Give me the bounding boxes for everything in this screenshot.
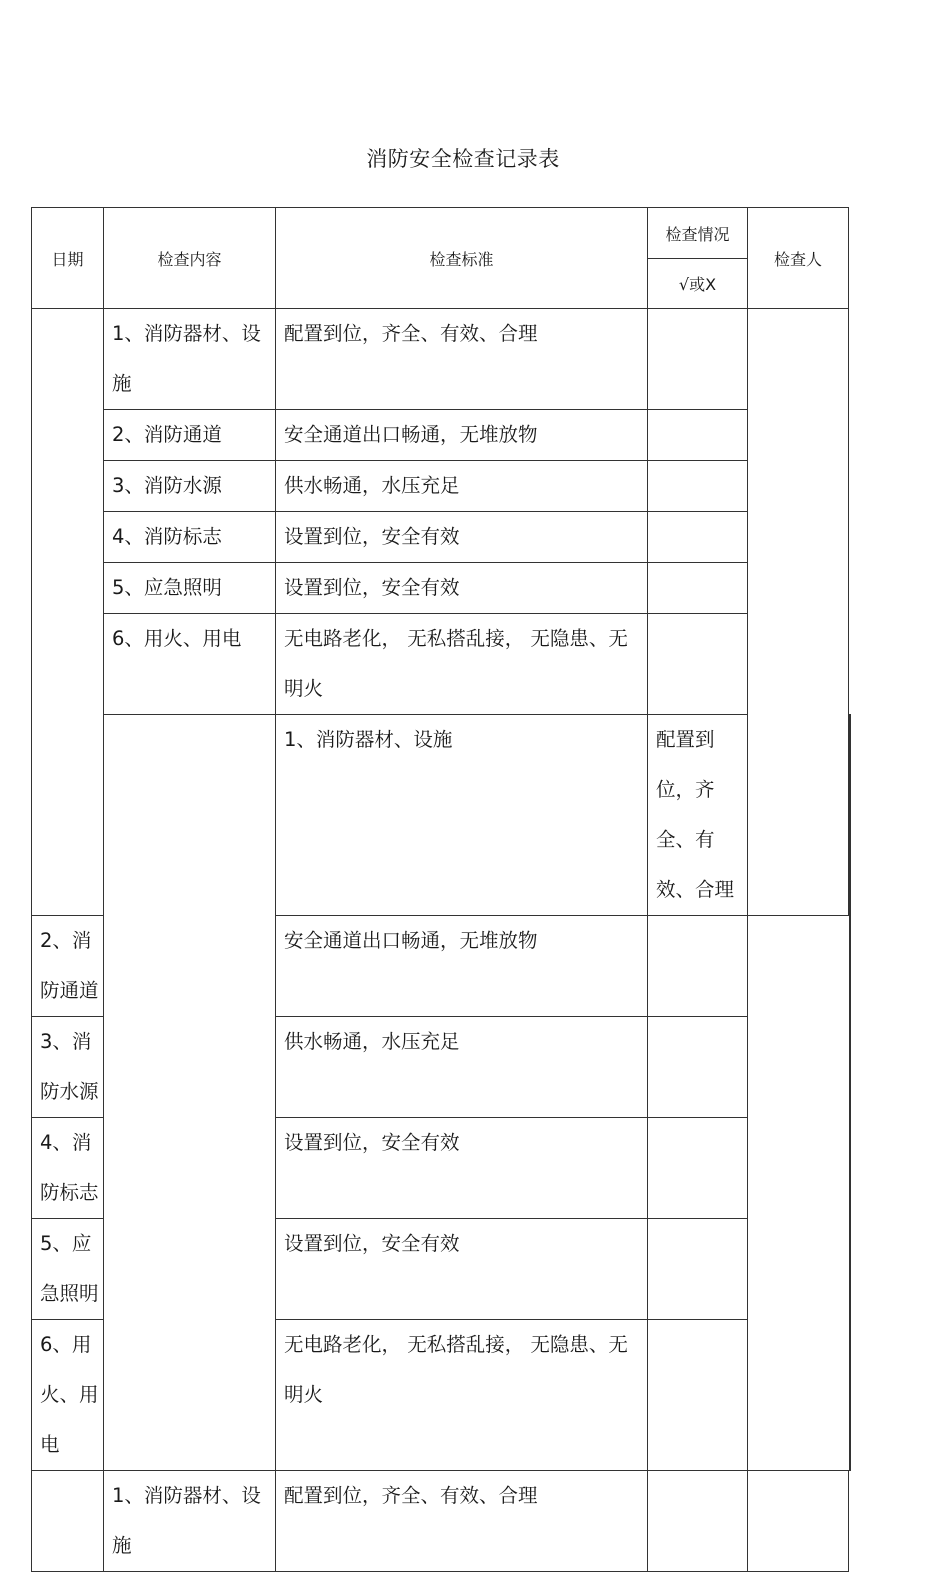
table-row — [32, 410, 851, 461]
inspector-cell[interactable] — [748, 1471, 849, 1572]
header-content: 检查内容 — [104, 208, 276, 309]
status-cell[interactable] — [648, 1471, 748, 1572]
table-row — [32, 461, 851, 512]
date-cell[interactable] — [32, 1471, 104, 1572]
header-date: 日期 — [32, 208, 104, 309]
header-status-mark: √或X — [648, 259, 748, 309]
status-cell[interactable] — [648, 1118, 748, 1219]
item-content: 3、消防水源 — [104, 461, 276, 512]
table-row — [32, 563, 851, 614]
status-cell[interactable] — [648, 1219, 748, 1320]
status-cell[interactable] — [648, 309, 748, 410]
status-cell[interactable] — [648, 563, 748, 614]
item-content: 2、消防通道 — [32, 916, 104, 1017]
item-content: 4、消防标志 — [32, 1118, 104, 1219]
item-content: 1、消防器材、设施 — [104, 1471, 276, 1572]
item-content: 6、用火、用电 — [104, 614, 276, 715]
item-standard: 安全通道出口畅通，无堆放物 — [276, 916, 648, 1017]
item-standard: 设置到位，安全有效 — [276, 1118, 648, 1219]
table-row — [32, 309, 851, 410]
status-cell[interactable] — [648, 512, 748, 563]
item-content: 4、消防标志 — [104, 512, 276, 563]
status-cell[interactable] — [648, 410, 748, 461]
table-row — [32, 512, 851, 563]
item-standard: 供水畅通，水压充足 — [276, 461, 648, 512]
item-content: 5、应急照明 — [32, 1219, 104, 1320]
page-title: 消防安全检查记录表 — [366, 147, 560, 171]
status-cell[interactable] — [648, 614, 748, 715]
status-cell[interactable] — [648, 916, 748, 1017]
table-row — [32, 614, 851, 715]
item-content: 2、消防通道 — [104, 410, 276, 461]
header-inspector: 检查人 — [748, 208, 849, 309]
item-standard: 设置到位，安全有效 — [276, 563, 648, 614]
item-standard: 设置到位，安全有效 — [276, 512, 648, 563]
inspector-cell[interactable] — [748, 309, 849, 916]
item-standard: 配置到位，齐全、有效、合理 — [276, 1471, 648, 1572]
item-standard: 配置到位，齐全、有效、合理 — [648, 715, 748, 916]
item-standard: 无电路老化， 无私搭乱接， 无隐患、无明火 — [276, 614, 648, 715]
item-standard: 配置到位，齐全、有效、合理 — [276, 309, 648, 410]
item-content: 6、用火、用电 — [32, 1320, 104, 1471]
status-cell[interactable] — [648, 1320, 748, 1471]
item-content: 1、消防器材、设施 — [276, 715, 648, 916]
item-content: 3、消防水源 — [32, 1017, 104, 1118]
item-standard: 设置到位，安全有效 — [276, 1219, 648, 1320]
item-content: 1、消防器材、设施 — [104, 309, 276, 410]
item-standard: 安全通道出口畅通，无堆放物 — [276, 410, 648, 461]
header-status: 检查情况 — [648, 208, 748, 259]
item-content: 5、应急照明 — [104, 563, 276, 614]
date-cell[interactable] — [104, 715, 276, 1471]
inspection-table — [31, 207, 851, 1572]
item-standard: 无电路老化， 无私搭乱接， 无隐患、无明火 — [276, 1320, 648, 1471]
inspector-cell[interactable] — [850, 715, 851, 1471]
table-row — [32, 1471, 851, 1572]
table-row — [32, 715, 851, 916]
status-cell[interactable] — [648, 461, 748, 512]
header-standard: 检查标准 — [276, 208, 648, 309]
status-cell[interactable] — [648, 1017, 748, 1118]
date-cell[interactable] — [32, 309, 104, 916]
item-standard: 供水畅通，水压充足 — [276, 1017, 648, 1118]
